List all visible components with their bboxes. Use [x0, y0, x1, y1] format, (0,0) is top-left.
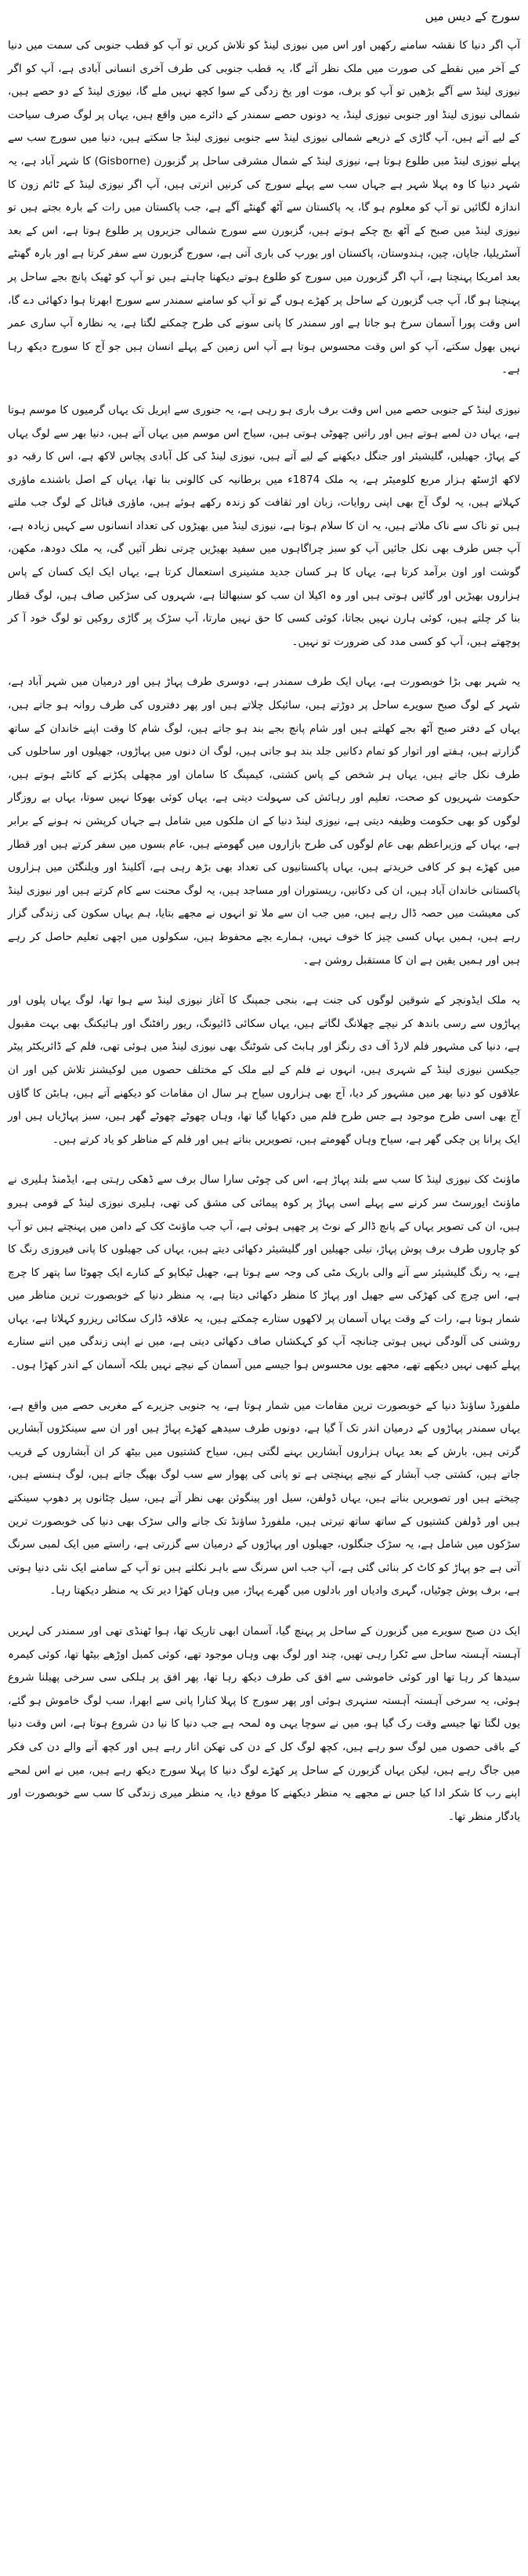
paragraph: ملفورڈ ساؤنڈ دنیا کے خوبصورت ترین مقامات میں شمار ہوتا ہے، یہ جنوبی جزیرے کے مغربی حصے میں واقع ہے، یہاں سمندر پہاڑوں کے درمیان اندر تک آ گیا ہے، دونوں طرف سیدھے کھڑے پہاڑ ہیں اور ان سے سینکڑوں آبشاریں گرتی ہیں، بارش کے بعد یہاں ہزاروں آبشاریں بہنے لگتی ہیں، سیاح کشتیوں میں بیٹھ کر ان آبشاروں کے قریب جاتے ہیں، کشتی جب آبشار کے نیچے پہنچتی ہے تو پانی کی پھوار سے سب لوگ بھیگ جاتے ہیں، لوگ ہنستے ہیں، چیختے ہیں اور تصویریں بناتے ہیں، یہاں ڈولفن، سیل اور پینگوئن بھی نظر آتے ہیں، سیل چٹانوں پر دھوپ سینکتے ہیں اور ڈولفن کشتیوں کے ساتھ ساتھ تیرتی ہیں، ملفورڈ ساؤنڈ تک جانے والی سڑک بھی دنیا کی خوبصورت ترین سڑکوں میں شامل ہے، یہ سڑک جنگلوں، جھیلوں اور پہاڑوں کے درمیان سے گزرتی ہے، راستے میں ایک لمبی سرنگ آتی ہے جو پہاڑ کو کاٹ کر بنائی گئی ہے، آپ جب اس سرنگ سے باہر نکلتے ہیں تو آپ کے سامنے ایک نئی دنیا ہوتی ہے، برف پوش چوٹیاں، گہری وادیاں اور بادلوں میں گھرے پہاڑ، میں وہاں کھڑا دیر تک یہ منظر دیکھتا رہا۔	[8, 1399, 520, 1598]
paragraph: یہ ملک ایڈونچر کے شوقین لوگوں کی جنت ہے، بنجی جمپنگ کا آغاز نیوزی لینڈ سے ہوا تھا، لوگ یہاں پلوں اور پہاڑوں سے رسی باندھ کر نیچے چھلانگ لگاتے ہیں، یہاں سکائی ڈائیونگ، ریور رافٹنگ اور ہائیکنگ بھی بہت مقبول ہے، دنیا کی مشہور فلم لارڈ آف دی رنگز اور ہابٹ کی شوٹنگ بھی نیوزی لینڈ میں ہوئی تھی، فلم کے ڈائریکٹر پیٹر جیکسن نیوزی لینڈ کے شہری ہیں، انہوں نے فلم کے لیے ملک کے مختلف حصوں میں لوکیشنز تلاش کیں اور ان علاقوں کو دنیا بھر میں مشہور کر دیا، آج بھی ہزاروں سیاح ہر سال ان مقامات کو دیکھنے آتے ہیں، ہابٹن کا گاؤں آج بھی اسی طرح موجود ہے جس طرح فلم میں دکھایا گیا تھا، وہاں چھوٹے چھوٹے گھر ہیں، سبز پہاڑیاں ہیں اور ایک پرانا پن چکی گھر ہے، سیاح وہاں گھومتے ہیں، تصویریں بناتے ہیں اور فلم کے مناظر کو یاد کرتے ہیں۔	[8, 994, 520, 1146]
paragraph: آپ اگر دنیا کا نقشہ سامنے رکھیں اور اس میں نیوزی لینڈ کو تلاش کریں تو آپ کو قطب جنوبی کی سمت میں دنیا کے آخر میں نقطے کی صورت میں ملک نظر آئے گا، یہ قطب جنوبی کی طرف آخری انسانی آبادی ہے، آپ کو اگر نیوزی لینڈ سے آگے بڑھیں تو آپ کو برف، موت اور یخ زدگی کے سوا کچھ نہیں ملے گا، نیوزی لینڈ کے دو حصے ہیں، شمالی نیوزی لینڈ اور جنوبی نیوزی لینڈ، یہ دونوں حصے سمندر کے دائرے میں واقع ہیں، یہاں پر لوگ صرف سیاحت کے لیے آتے ہیں، آپ گاڑی کے ذریعے شمالی نیوزی لینڈ سے جنوبی نیوزی لینڈ جا سکتے ہیں، دنیا میں سورج سب سے پہلے نیوزی لینڈ میں طلوع ہوتا ہے، نیوزی لینڈ کے شمال مشرقی ساحل پر گزبورن (Gisborne) کا شہر آباد ہے، یہ شہر دنیا کا وہ پہلا شہر ہے جہاں سب سے پہلے سورج کی کرنیں اترتی ہیں، آپ اگر نیوزی لینڈ کے ٹائم زون کا اندازہ لگائیں تو آپ کو معلوم ہو گا، یہ پاکستان سے آٹھ گھنٹے آگے ہے، جب پاکستان میں رات کے بارہ بجتے ہیں تو نیوزی لینڈ میں صبح کے آٹھ بج چکے ہوتے ہیں، گزبورن سے سورج شمالی جزیروں پر طلوع ہوتا ہے، اس کے بعد آسٹریلیا، جاپان، چین، ہندوستان، پاکستان اور یورپ کی باری آتی ہے، سورج گزبورن سے سفر کرتا ہے اور بارہ گھنٹے بعد امریکا پہنچتا ہے، آپ اگر گزبورن میں سورج کو طلوع ہوتے دیکھنا چاہتے ہیں تو آپ کو ٹھیک پانچ بجے ساحل پر پہنچنا ہو گا، آپ جب گزبورن کے ساحل پر کھڑے ہوں گے تو آپ کو سامنے سمندر سے سورج ابھرتا ہوا دکھائی دے گا، اس وقت پورا آسمان سرخ ہو جاتا ہے اور سمندر کا پانی سونے کی طرح چمکنے لگتا ہے، یہ نظارہ آپ ساری عمر نہیں بھول سکتے، آپ کو اس وقت محسوس ہوتا ہے آپ اس زمین کے پہلے انسان ہیں جو آج کا سورج دیکھ رہا ہے۔	[8, 39, 521, 376]
paragraph: یہ شہر بھی بڑا خوبصورت ہے، یہاں ایک طرف سمندر ہے، دوسری طرف پہاڑ ہیں اور درمیان میں شہر آباد ہے، شہر کے لوگ صبح سویرے ساحل پر دوڑتے ہیں، سائیکل چلاتے ہیں اور پھر دفتروں کی طرف روانہ ہو جاتے ہیں، یہاں کے دفتر صبح آٹھ بجے کھلتے ہیں اور شام پانچ بجے بند ہو جاتے ہیں، لوگ شام کا وقت اپنے خاندان کے ساتھ گزارتے ہیں، ہفتے اور اتوار کو تمام دکانیں جلد بند ہو جاتی ہیں، لوگ ان دنوں میں پہاڑوں، جھیلوں اور ساحلوں کی طرف نکل جاتے ہیں، یہاں ہر شخص کے پاس کشتی، کیمپنگ کا سامان اور مچھلی پکڑنے کے کانٹے ہوتے ہیں، حکومت شہریوں کو صحت، تعلیم اور رہائش کی سہولت دیتی ہے، یہاں کوئی بھوکا نہیں سوتا، یہاں بے روزگار لوگوں کو بھی حکومت وظیفہ دیتی ہے، نیوزی لینڈ دنیا کے ان ملکوں میں شامل ہے جہاں کرپشن نہ ہونے کے برابر ہے، یہاں کے وزیراعظم بھی عام لوگوں کی طرح بازاروں میں گھومتے ہیں، عام بسوں میں سفر کرتے ہیں اور قطار میں کھڑے ہو کر کافی خریدتے ہیں، یہاں پاکستانیوں کی تعداد بھی بڑھ رہی ہے، آکلینڈ اور ویلنگٹن میں ہزاروں پاکستانی خاندان آباد ہیں، ان کی دکانیں، ریستوران اور مساجد ہیں، یہ لوگ محنت سے کام کرتے ہیں اور نیوزی لینڈ کی معیشت میں حصہ ڈال رہے ہیں، میں جب ان سے ملا تو انہوں نے مجھے بتایا، ہم یہاں سکون کی زندگی گزار رہے ہیں، ہمیں یہاں کسی چیز کا خوف نہیں، ہمارے بچے محفوظ ہیں، سکولوں میں اچھی تعلیم حاصل کر رہے ہیں اور ہمیں یقین ہے ان کا مستقبل روشن ہے۔	[8, 676, 520, 967]
paragraph: نیوزی لینڈ کے جنوبی حصے میں اس وقت برف باری ہو رہی ہے، یہ جنوری سے اپریل تک یہاں گرمیوں کا موسم ہوتا ہے، یہاں دن لمبے ہوتے ہیں اور راتیں چھوٹی ہوتی ہیں، سیاح اس موسم میں یہاں آتے ہیں، دنیا بھر سے لوگ یہاں کے پہاڑ، جھیلیں، گلیشیئر اور جنگل دیکھنے کے لیے آتے ہیں، نیوزی لینڈ کی کل آبادی پچاس لاکھ ہے، اس کا رقبہ دو لاکھ اڑسٹھ ہزار مربع کلومیٹر ہے، یہ ملک 1874ء میں برطانیہ کی کالونی بنا تھا، یہاں کے اصل باشندے ماؤری کہلاتے ہیں، یہ لوگ آج بھی اپنی روایات، زبان اور ثقافت کو زندہ رکھے ہوئے ہیں، ماؤری قبائل کے لوگ جب ملتے ہیں تو ناک سے ناک ملاتے ہیں، یہ ان کا سلام ہوتا ہے، نیوزی لینڈ میں بھیڑوں کی تعداد انسانوں سے کہیں زیادہ ہے، آپ جس طرف بھی نکل جائیں آپ کو سبز چراگاہوں میں سفید بھیڑیں چرتی نظر آئیں گی، یہ ملک دودھ، مکھن، گوشت اور اون برآمد کرتا ہے، یہاں کا ہر کسان جدید مشینری استعمال کرتا ہے، یہاں ایک ایک کسان کے پاس ہزاروں بھیڑیں اور گائیں ہوتی ہیں اور وہ اکیلا ان سب کو سنبھالتا ہے، شہروں کی سڑکیں صاف ہیں، لوگ قطار بنا کر چلتے ہیں، کوئی ہارن نہیں بجاتا، کوئی کسی کا حق نہیں مارتا، آپ سڑک پر گاڑی روکیں تو لوگ خود آ کر پوچھتے ہیں، آپ کو کسی مدد کی ضرورت تو نہیں۔	[8, 403, 520, 648]
paragraph: ایک دن صبح سویرے میں گزبورن کے ساحل پر پہنچ گیا، آسمان ابھی تاریک تھا، ہوا ٹھنڈی تھی اور سمندر کی لہریں آہستہ آہستہ ساحل سے ٹکرا رہی تھیں، چند اور لوگ بھی وہاں موجود تھے، کوئی کمبل اوڑھے بیٹھا تھا، کوئی کیمرہ سیدھا کر رہا تھا اور کوئی خاموشی سے افق کی طرف دیکھ رہا تھا، پھر افق پر ہلکی سی سرخی پھیلنا شروع ہوئی، یہ سرخی آہستہ آہستہ سنہری ہوئی اور پھر سورج کا پہلا کنارا پانی سے ابھرا، سب لوگ خاموش ہو گئے، یوں لگتا تھا جیسے وقت رک گیا ہو، میں نے سوچا یہی وہ لمحہ ہے جب دنیا کا نیا دن شروع ہوتا ہے، اس وقت دنیا کے باقی حصوں میں لوگ سو رہے ہیں، کچھ لوگ کل کے دن کی تھکن اتار رہے ہیں اور کچھ آنے والے دن کی فکر میں جاگ رہے ہیں، لیکن یہاں گزبورن کے ساحل پر کھڑے لوگ دنیا کا پہلا سورج دیکھ رہے ہیں، میں نے اس لمحے اپنے رب کا شکر ادا کیا جس نے مجھے یہ منظر دیکھنے کا موقع دیا، یہ منظر میری زندگی کا سب سے خوبصورت اور یادگار منظر تھا۔	[8, 1625, 520, 1823]
paragraph: ماؤنٹ کک نیوزی لینڈ کا سب سے بلند پہاڑ ہے، اس کی چوٹی سارا سال برف سے ڈھکی رہتی ہے، ایڈمنڈ ہلیری نے ماؤنٹ ایورسٹ سر کرنے سے پہلے اسی پہاڑ پر کوہ پیمائی کی مشق کی تھی، ہلیری نیوزی لینڈ کے قومی ہیرو ہیں، ان کی تصویر یہاں کے پانچ ڈالر کے نوٹ پر چھپی ہوئی ہے، آپ جب ماؤنٹ کک کے دامن میں پہنچتے ہیں تو آپ کو چاروں طرف برف پوش پہاڑ، نیلی جھیلیں اور گلیشیئر دکھائی دیتے ہیں، یہاں کی جھیلوں کا پانی فیروزی رنگ کا ہے، یہ رنگ گلیشیئر سے آنے والی باریک مٹی کی وجہ سے ہوتا ہے، جھیل ٹیکاپو کے کنارے ایک چھوٹا سا پتھر کا چرچ ہے، اس چرچ کی کھڑکی سے جھیل اور پہاڑ کا منظر دکھائی دیتا ہے، یہ منظر دنیا کے خوبصورت ترین مناظر میں شمار ہوتا ہے، رات کے وقت یہاں آسمان پر لاکھوں ستارے چمکتے ہیں، یہ علاقہ ڈارک سکائی ریزرو کہلاتا ہے، یہاں روشنی کی آلودگی نہیں ہوتی چنانچہ آپ کو کہکشاں صاف دکھائی دیتی ہے، میں نے اپنی زندگی میں اتنے ستارے پہلے کبھی نہیں دیکھے تھے، مجھے یوں محسوس ہوا جیسے میں آسمان کے نیچے نہیں بلکہ آسمان کے اندر کھڑا ہوں۔	[8, 1173, 520, 1372]
article-title: سورج کے دیس میں	[425, 9, 520, 23]
